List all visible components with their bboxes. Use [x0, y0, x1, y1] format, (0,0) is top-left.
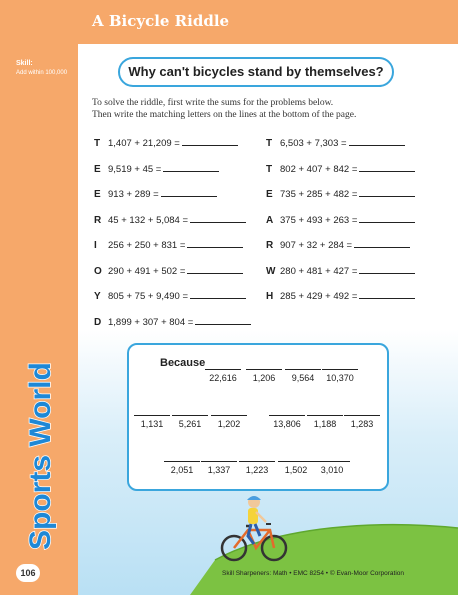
- answer-slot[interactable]: [239, 452, 275, 475]
- answer-blank[interactable]: [359, 187, 415, 197]
- answer-slot-number: 9,564: [291, 373, 315, 383]
- problem-row: [94, 238, 243, 252]
- problem-expression: 280 + 481 + 427 =: [280, 265, 358, 277]
- answer-slot[interactable]: [172, 406, 208, 429]
- answer-slot-number: 1,502: [284, 465, 308, 475]
- problem-letter: R: [94, 214, 102, 226]
- problem-row: [266, 187, 415, 201]
- problem-row: [94, 289, 246, 303]
- answer-blank[interactable]: [359, 289, 415, 299]
- answer-slot-number: 1,283: [350, 419, 374, 429]
- answer-slot-line[interactable]: [269, 406, 305, 416]
- problem-expression: 45 + 132 + 5,084 =: [108, 214, 189, 226]
- problem-expression: 1,899 + 307 + 804 =: [108, 316, 194, 328]
- answer-slot-number: 10,370: [326, 373, 354, 383]
- answer-blank[interactable]: [163, 162, 219, 172]
- answer-slot-line[interactable]: [322, 360, 358, 370]
- problem-letter: O: [94, 265, 102, 277]
- section-title-text: Sports World: [24, 362, 57, 550]
- answer-slot-number: 5,261: [178, 419, 202, 429]
- problem-expression: 735 + 285 + 482 =: [280, 189, 358, 200]
- problem-letter: Y: [94, 291, 101, 302]
- problem-row: [94, 187, 217, 201]
- problem-letter: H: [266, 291, 274, 302]
- answer-slot-line[interactable]: [344, 406, 380, 416]
- answer-slot-number: 1,223: [245, 465, 269, 475]
- bicycle-rider-icon: [218, 494, 290, 564]
- answer-slot-number: 2,051: [170, 465, 194, 475]
- answer-blank[interactable]: [187, 238, 243, 248]
- problem-letter: E: [266, 189, 273, 200]
- problem-row: [266, 136, 405, 150]
- answer-slot-number: 1,206: [252, 373, 276, 383]
- problem-letter: E: [94, 189, 101, 200]
- problem-expression: 913 + 289 =: [108, 189, 159, 200]
- skill-label: Skill:: [16, 60, 33, 67]
- answer-slot[interactable]: [164, 452, 200, 475]
- answer-slot-number: 1,202: [217, 419, 241, 429]
- answer-slot-number: 1,337: [207, 465, 231, 475]
- problem-expression: 907 + 32 + 284 =: [280, 240, 353, 251]
- problem-row: [266, 238, 410, 252]
- problem-expression: 290 + 491 + 502 =: [108, 265, 186, 277]
- problem-letter: T: [266, 138, 273, 149]
- problem-expression: 802 + 407 + 842 =: [280, 163, 358, 175]
- answer-slot[interactable]: [278, 452, 314, 475]
- instructions: [92, 97, 432, 121]
- answer-slot-line[interactable]: [205, 360, 241, 370]
- problem-letter: R: [266, 240, 274, 251]
- answer-blank[interactable]: [190, 213, 246, 223]
- problem-row: [266, 289, 415, 303]
- answer-slot-line[interactable]: [246, 360, 282, 370]
- answer-slot-line[interactable]: [239, 452, 275, 462]
- problem-letter: A: [266, 214, 274, 226]
- answer-slot[interactable]: [322, 360, 358, 383]
- answer-slot[interactable]: [211, 406, 247, 429]
- problem-row: [94, 315, 251, 329]
- answer-blank[interactable]: [359, 162, 415, 172]
- answer-slot[interactable]: [246, 360, 282, 383]
- problem-letter: T: [94, 138, 101, 149]
- answer-blank[interactable]: [187, 264, 243, 274]
- answer-slot[interactable]: [314, 452, 350, 475]
- answer-slot-line[interactable]: [307, 406, 343, 416]
- answer-blank[interactable]: [195, 315, 251, 325]
- answer-slot-line[interactable]: [285, 360, 321, 370]
- answer-slot-line[interactable]: [211, 406, 247, 416]
- problem-expression: 1,407 + 21,209 =: [108, 138, 180, 149]
- answer-lead: Because: [160, 357, 206, 369]
- page-number: 106: [16, 564, 40, 582]
- instructions-line: Then write the matching letters on the lines at the bottom of the page.: [92, 110, 357, 120]
- answer-slot-line[interactable]: [164, 452, 200, 462]
- problem-letter: D: [94, 316, 102, 328]
- answer-slot[interactable]: [201, 452, 237, 475]
- answer-slot-number: 13,806: [273, 419, 301, 429]
- problem-expression: 805 + 75 + 9,490 =: [108, 291, 189, 302]
- problem-expression: 285 + 429 + 492 =: [280, 291, 358, 302]
- problem-row: [266, 264, 415, 278]
- answer-slot-line[interactable]: [314, 452, 350, 462]
- answer-slot[interactable]: [307, 406, 343, 429]
- problem-expression: 9,519 + 45 =: [108, 163, 162, 175]
- answer-blank[interactable]: [190, 289, 246, 299]
- problem-row: [94, 213, 246, 227]
- problem-row: [94, 162, 219, 176]
- answer-blank[interactable]: [354, 238, 410, 248]
- problem-row: [266, 162, 415, 176]
- answer-slot-line[interactable]: [278, 452, 314, 462]
- answer-slot[interactable]: [269, 406, 305, 429]
- answer-blank[interactable]: [359, 213, 415, 223]
- problem-expression: 6,503 + 7,303 =: [280, 138, 347, 149]
- answer-slot-number: 1,131: [140, 419, 164, 429]
- instructions-line: To solve the riddle, first write the sums for the problems below.: [92, 98, 334, 108]
- problem-row: [94, 264, 243, 278]
- answer-slot[interactable]: [344, 406, 380, 429]
- answer-blank[interactable]: [359, 264, 415, 274]
- problem-letter: E: [94, 163, 101, 175]
- answer-slot-number: 1,188: [313, 419, 337, 429]
- page-title: A Bicycle Riddle: [92, 12, 230, 30]
- problem-expression: 256 + 250 + 831 =: [108, 240, 186, 251]
- answer-blank[interactable]: [349, 136, 405, 146]
- answer-slot-line[interactable]: [172, 406, 208, 416]
- problem-letter: T: [266, 163, 273, 175]
- answer-blank[interactable]: [161, 187, 217, 197]
- answer-slot[interactable]: [285, 360, 321, 383]
- footer: Skill Sharpeners: Math • EMC 8254 • © Evan-Moor Corporation: [222, 570, 405, 577]
- answer-slot-line[interactable]: [201, 452, 237, 462]
- answer-slot-number: 3,010: [320, 465, 344, 475]
- problem-expression: 375 + 493 + 263 =: [280, 214, 358, 226]
- skill-text: Add within 100,000: [16, 70, 68, 76]
- answer-slot-number: 22,616: [209, 373, 237, 383]
- problem-letter: W: [266, 265, 276, 277]
- answer-slot[interactable]: [205, 360, 241, 383]
- problem-row: [266, 213, 415, 227]
- riddle-question: Why can't bicycles stand by themselves?: [118, 57, 394, 87]
- answer-slot-line[interactable]: [134, 406, 170, 416]
- problem-letter: I: [94, 240, 97, 251]
- problem-row: [94, 136, 238, 150]
- answer-blank[interactable]: [182, 136, 238, 146]
- answer-slot[interactable]: [134, 406, 170, 429]
